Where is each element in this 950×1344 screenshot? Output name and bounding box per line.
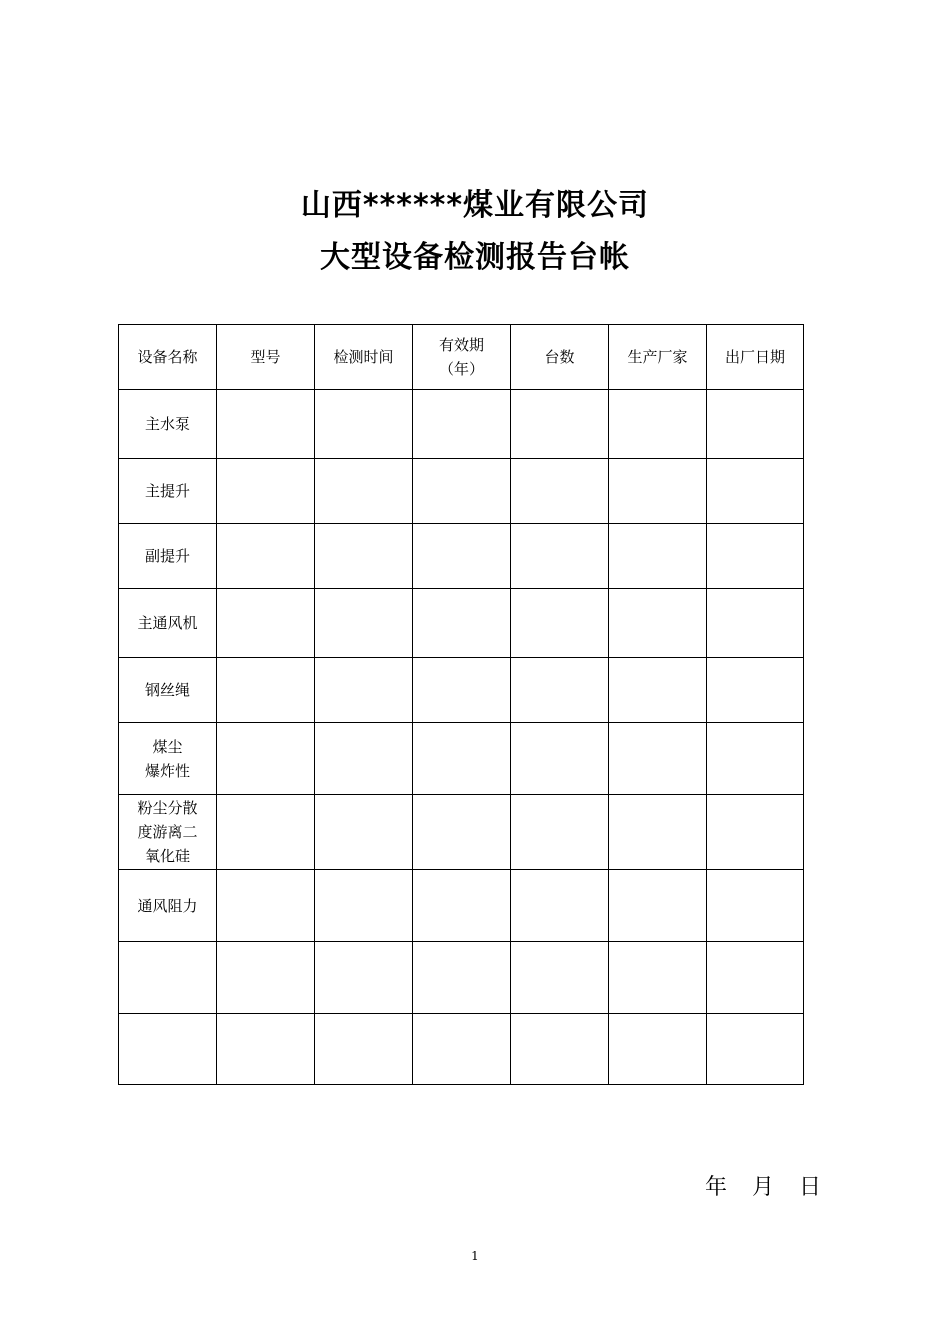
- table-row: [119, 459, 804, 524]
- empty-cell: [413, 459, 511, 524]
- equipment-name-cell: 粉尘分散 度游离二 氧化硅: [119, 795, 217, 870]
- table-row: [119, 524, 804, 589]
- empty-cell: [315, 390, 413, 459]
- equipment-name-cell: [119, 1014, 217, 1085]
- header-cell: 出厂日期: [707, 325, 804, 390]
- empty-cell: [707, 658, 804, 723]
- empty-cell: [707, 942, 804, 1014]
- empty-cell: [609, 942, 707, 1014]
- empty-cell: [315, 1014, 413, 1085]
- table-row: [119, 390, 804, 459]
- empty-cell: [217, 1014, 315, 1085]
- empty-cell: [609, 658, 707, 723]
- header-cell: 生产厂家: [609, 325, 707, 390]
- empty-cell: [315, 524, 413, 589]
- empty-cell: [707, 795, 804, 870]
- empty-cell: [413, 795, 511, 870]
- empty-cell: [707, 870, 804, 942]
- empty-cell: [413, 1014, 511, 1085]
- table-row: [119, 1014, 804, 1085]
- table-row: [119, 658, 804, 723]
- empty-cell: [413, 658, 511, 723]
- empty-cell: [315, 589, 413, 658]
- table-row: [119, 795, 804, 870]
- header-cell: 有效期 （年）: [413, 325, 511, 390]
- equipment-name-cell: 钢丝绳: [119, 658, 217, 723]
- empty-cell: [511, 589, 609, 658]
- empty-cell: [609, 870, 707, 942]
- empty-cell: [609, 795, 707, 870]
- empty-cell: [413, 870, 511, 942]
- page-number: 1: [471, 1249, 479, 1263]
- empty-cell: [609, 723, 707, 795]
- empty-cell: [511, 723, 609, 795]
- empty-cell: [609, 390, 707, 459]
- empty-cell: [511, 459, 609, 524]
- empty-cell: [511, 795, 609, 870]
- equipment-name-cell: 通风阻力: [119, 870, 217, 942]
- empty-cell: [217, 658, 315, 723]
- empty-cell: [511, 1014, 609, 1085]
- empty-cell: [707, 723, 804, 795]
- empty-cell: [707, 459, 804, 524]
- equipment-name-cell: 副提升: [119, 524, 217, 589]
- empty-cell: [217, 723, 315, 795]
- table-row: [119, 870, 804, 942]
- empty-cell: [511, 524, 609, 589]
- empty-cell: [511, 942, 609, 1014]
- empty-cell: [217, 795, 315, 870]
- header-cell: 检测时间: [315, 325, 413, 390]
- empty-cell: [511, 870, 609, 942]
- equipment-name-cell: 煤尘 爆炸性: [119, 723, 217, 795]
- empty-cell: [707, 390, 804, 459]
- header-cell: 型号: [217, 325, 315, 390]
- empty-cell: [609, 589, 707, 658]
- empty-cell: [707, 1014, 804, 1085]
- empty-cell: [707, 589, 804, 658]
- table-row: [119, 942, 804, 1014]
- empty-cell: [511, 390, 609, 459]
- empty-cell: [315, 723, 413, 795]
- equipment-name-cell: [119, 942, 217, 1014]
- document-title-line2: 大型设备检测报告台帐: [320, 240, 630, 275]
- empty-cell: [707, 524, 804, 589]
- empty-cell: [217, 524, 315, 589]
- empty-cell: [217, 390, 315, 459]
- empty-cell: [315, 795, 413, 870]
- empty-cell: [315, 459, 413, 524]
- header-cell: 台数: [511, 325, 609, 390]
- empty-cell: [413, 524, 511, 589]
- equipment-name-cell: 主提升: [119, 459, 217, 524]
- empty-cell: [217, 870, 315, 942]
- empty-cell: [609, 524, 707, 589]
- document-title-line1: 山西******煤业有限公司: [300, 188, 650, 223]
- empty-cell: [413, 942, 511, 1014]
- empty-cell: [609, 1014, 707, 1085]
- empty-cell: [217, 459, 315, 524]
- header-cell: 设备名称: [119, 325, 217, 390]
- table-header-row: [119, 325, 804, 390]
- empty-cell: [609, 459, 707, 524]
- empty-cell: [413, 390, 511, 459]
- empty-cell: [217, 589, 315, 658]
- date-line: 年 月 日: [705, 1175, 821, 1200]
- table-row: [119, 589, 804, 658]
- equipment-name-cell: 主水泵: [119, 390, 217, 459]
- equipment-inspection-table: [118, 324, 804, 1085]
- empty-cell: [315, 942, 413, 1014]
- empty-cell: [217, 942, 315, 1014]
- empty-cell: [413, 589, 511, 658]
- empty-cell: [315, 870, 413, 942]
- equipment-name-cell: 主通风机: [119, 589, 217, 658]
- table-row: [119, 723, 804, 795]
- empty-cell: [511, 658, 609, 723]
- empty-cell: [315, 658, 413, 723]
- empty-cell: [413, 723, 511, 795]
